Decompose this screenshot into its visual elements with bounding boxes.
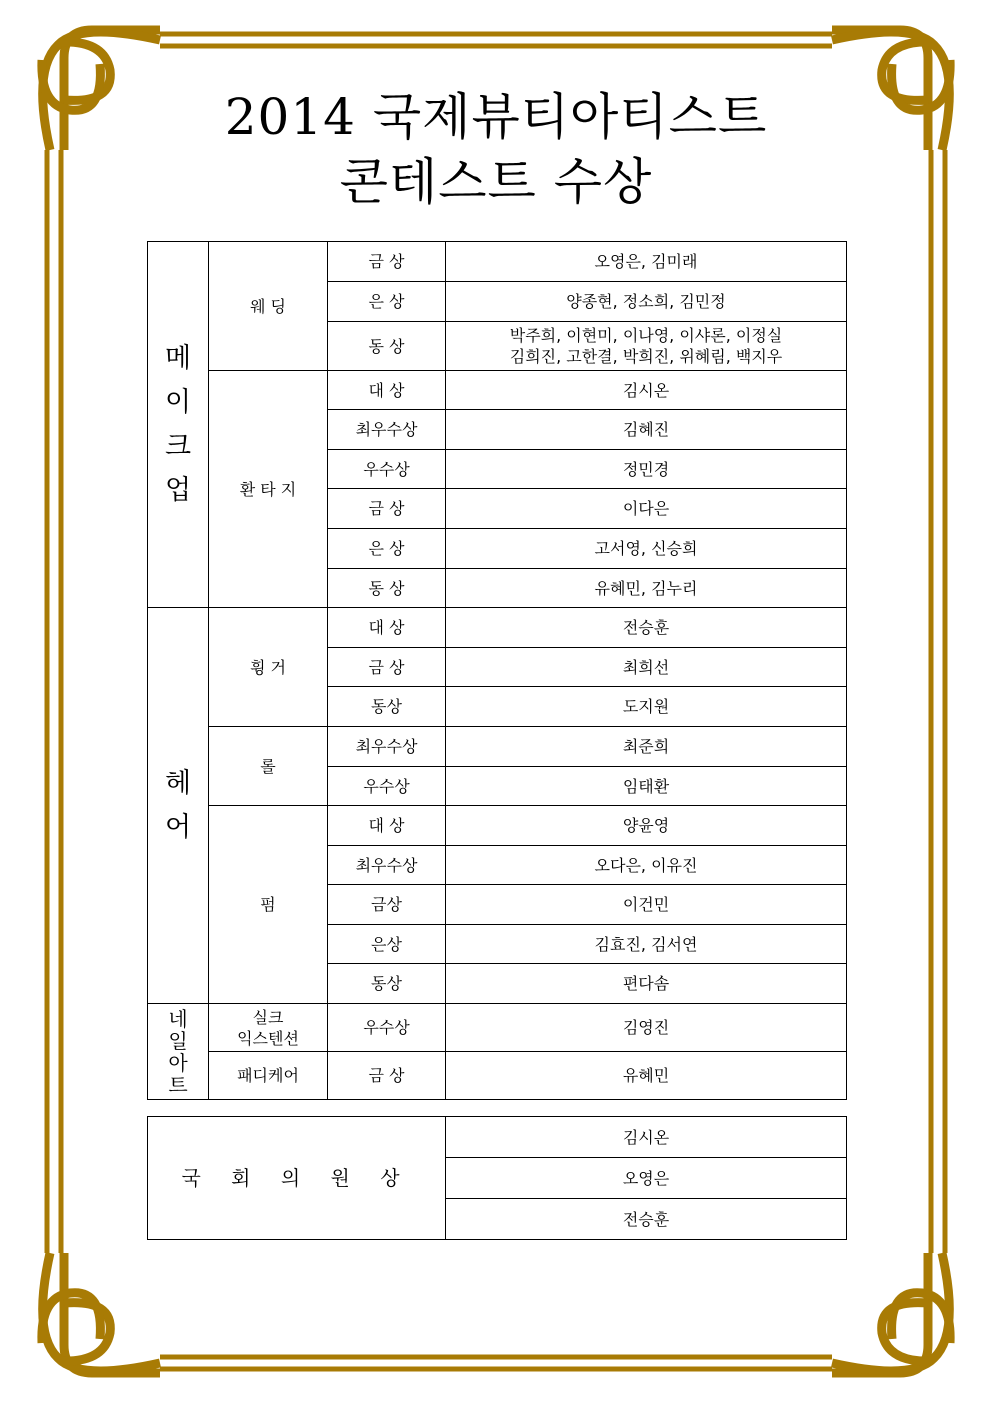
table-row	[148, 608, 847, 648]
winners-cell	[446, 322, 847, 371]
winners-cell: 오다은, 이유진	[446, 846, 847, 885]
table-row	[148, 806, 847, 846]
category-char: 크	[164, 430, 192, 462]
prize-cell: 대 상	[328, 806, 446, 846]
winners-cell: 전승훈	[446, 1199, 847, 1240]
winners-cell: 최준희	[446, 727, 847, 767]
prize-cell: 금 상	[328, 489, 446, 529]
category-char: 아	[168, 1050, 188, 1075]
category-char: 일	[168, 1028, 188, 1053]
prize-cell: 최우수상	[328, 727, 446, 767]
category-char: 이	[164, 386, 192, 418]
category-char: 어	[164, 811, 192, 843]
table-row	[148, 242, 847, 282]
winners-cell: 오영은	[446, 1158, 847, 1199]
winners-line: 박주희, 이현미, 이나영, 이샤론, 이정실	[509, 326, 783, 345]
winners-cell: 이건민	[446, 885, 847, 925]
category-nail	[148, 1004, 209, 1100]
category-makeup	[148, 242, 209, 608]
prize-cell: 최우수상	[328, 846, 446, 885]
subcategory-wedding: 웨 딩	[209, 242, 328, 371]
category-char: 트	[168, 1072, 188, 1097]
prize-cell: 금 상	[328, 648, 446, 687]
table-row	[148, 1117, 847, 1158]
subcategory-fantasy: 환 타 지	[209, 371, 328, 608]
winners-cell: 도지원	[446, 687, 847, 727]
winners-cell: 전승훈	[446, 608, 847, 648]
table-row	[148, 727, 847, 767]
prize-cell: 대 상	[328, 608, 446, 648]
table-row	[148, 371, 847, 410]
table-row	[148, 1004, 847, 1052]
subcategory-roll: 롤	[209, 727, 328, 806]
category-char: 업	[164, 474, 192, 506]
winners-cell: 김영진	[446, 1004, 847, 1052]
category-hair	[148, 608, 209, 1004]
winners-cell: 김효진, 김서연	[446, 925, 847, 964]
prize-cell: 동상	[328, 687, 446, 727]
prize-cell: 대 상	[328, 371, 446, 410]
awards-table	[147, 241, 847, 1100]
subcategory-line: 실크	[252, 1007, 284, 1027]
prize-cell: 동 상	[328, 322, 446, 371]
prize-cell: 은 상	[328, 282, 446, 322]
winners-cell: 정민경	[446, 450, 847, 489]
subcategory-line: 익스텐션	[237, 1028, 299, 1048]
winners-cell: 임태환	[446, 767, 847, 806]
subcategory-silk	[209, 1004, 328, 1052]
winners-cell: 편다솜	[446, 964, 847, 1004]
prize-cell: 금 상	[328, 1052, 446, 1100]
subcategory-finger: 휭 거	[209, 608, 328, 727]
prize-cell: 우수상	[328, 450, 446, 489]
winners-cell: 양종현, 정소희, 김민정	[446, 282, 847, 322]
prize-cell: 최우수상	[328, 410, 446, 450]
subcategory-perm: 펌	[209, 806, 328, 1004]
category-char: 헤	[164, 767, 192, 799]
winners-cell: 유혜민	[446, 1052, 847, 1100]
prize-cell: 우수상	[328, 1004, 446, 1052]
winners-cell: 김시온	[446, 371, 847, 410]
winners-cell: 김시온	[446, 1117, 847, 1158]
winners-cell: 유혜민, 김누리	[446, 569, 847, 608]
winners-cell: 양윤영	[446, 806, 847, 846]
winners-cell: 김혜진	[446, 410, 847, 450]
assembly-award-table	[147, 1116, 847, 1240]
prize-cell: 금상	[328, 885, 446, 925]
winners-cell: 고서영, 신승희	[446, 529, 847, 569]
prize-cell: 금 상	[328, 242, 446, 282]
winners-cell: 오영은, 김미래	[446, 242, 847, 282]
prize-cell: 우수상	[328, 767, 446, 806]
page-title: 2014 국제뷰티아티스트	[224, 88, 768, 146]
category-char: 메	[164, 342, 192, 374]
table-row	[148, 1052, 847, 1100]
prize-cell: 동상	[328, 964, 446, 1004]
prize-cell: 동 상	[328, 569, 446, 608]
prize-cell: 은 상	[328, 529, 446, 569]
winners-line: 김희진, 고한결, 박희진, 위혜림, 백지우	[509, 347, 783, 366]
category-char: 네	[168, 1006, 188, 1031]
assembly-award-name: 국 회 의 원 상	[148, 1117, 446, 1240]
page-subtitle: 콘테스트 수상	[339, 153, 653, 211]
prize-cell: 은상	[328, 925, 446, 964]
winners-cell: 이다은	[446, 489, 847, 529]
winners-cell: 최희선	[446, 648, 847, 687]
subcategory-pedicure: 패디케어	[209, 1052, 328, 1100]
